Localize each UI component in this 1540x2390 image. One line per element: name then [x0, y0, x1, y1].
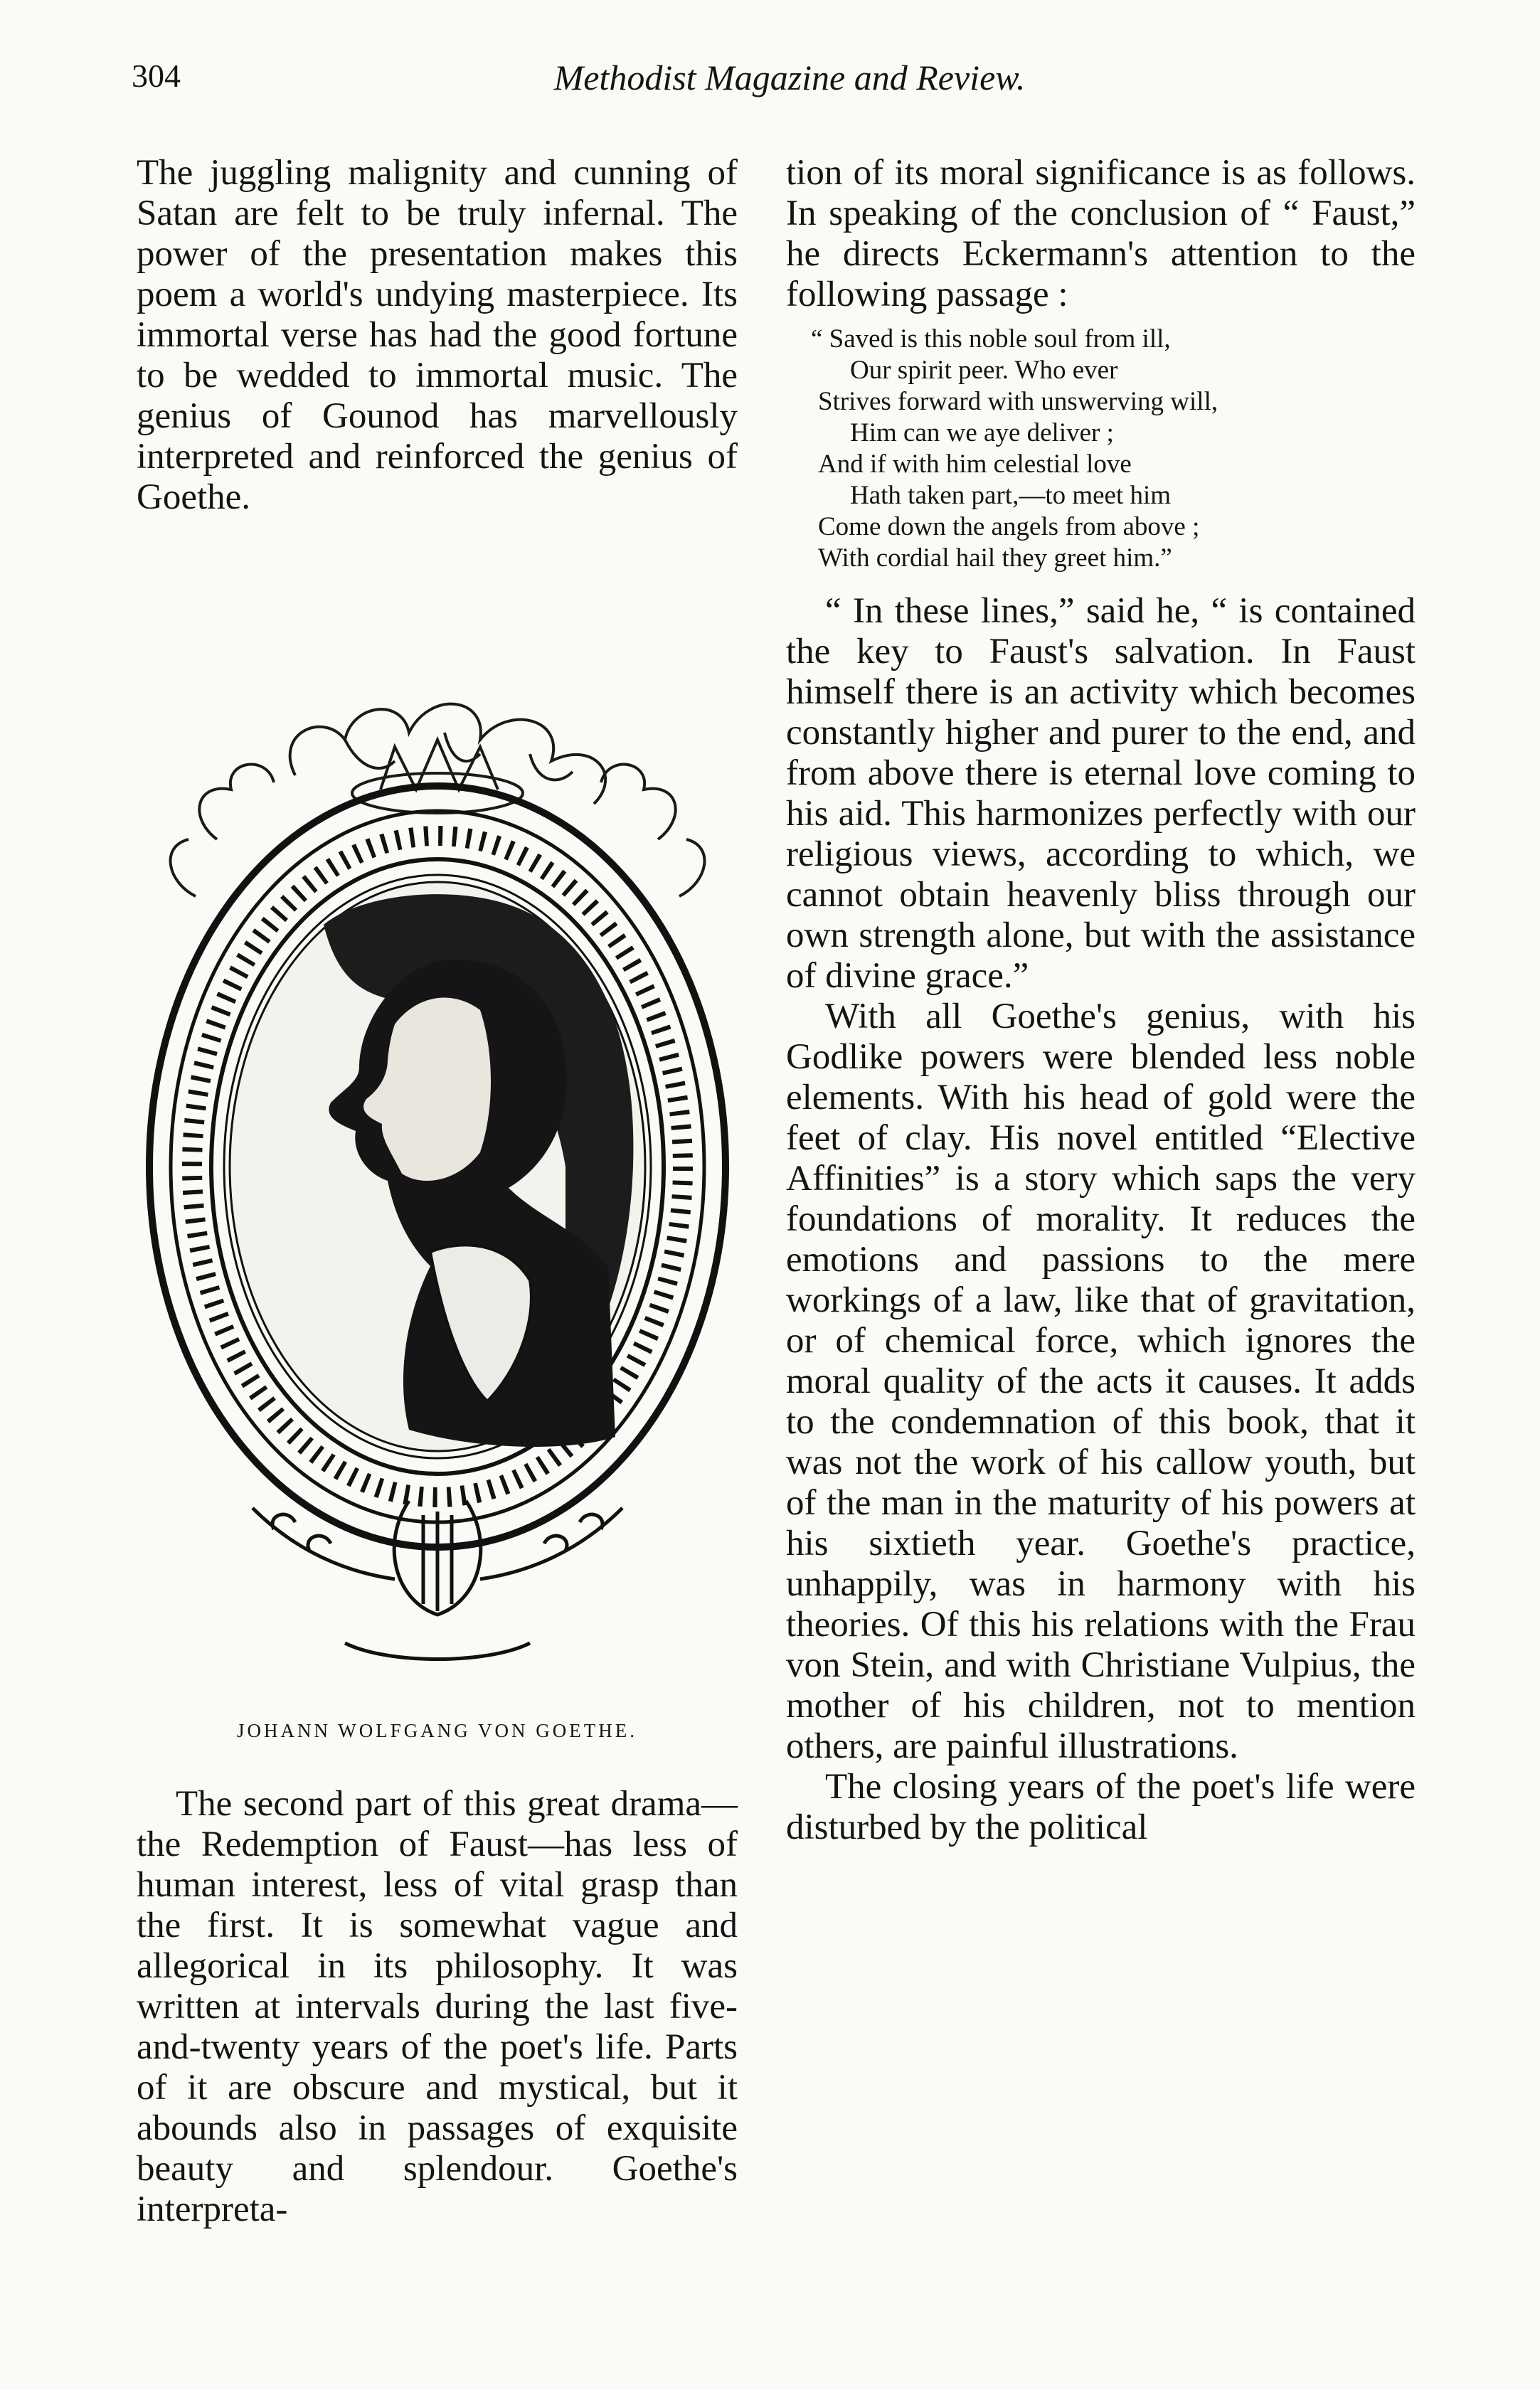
- lyre-ornament: [253, 1501, 622, 1659]
- page-header: [132, 57, 1448, 121]
- poem-line: And if with him celestial love: [818, 450, 1132, 479]
- running-title: Methodist Magazine and Review.: [553, 58, 1026, 97]
- second-part-paragraph: The second part of this great drama—the Redemption of Faust—has less of human interest, less of vital grasp than the first. It is somewhat vague and allegorical in its philosophy. It was written at intervals during the last five-and-twenty years of the poet's life. Parts of it are obscure and mystical, but it abounds also in passages of exquisite beauty and splendour. Goethe's interpreta-: [137, 1784, 738, 2229]
- portrait-illustration: [110, 626, 765, 1707]
- left-column-top: [137, 153, 738, 518]
- poem-line: Him can we aye deliver ;: [850, 418, 1114, 447]
- goethe-genius-paragraph: With all Goethe's genius, with his Godlike powers were blended less noble elements. With his head of gold were the feet of clay. His novel entitled “Elective Affinities” is a story which saps the very foundations of morality. It reduces the emotions and passions to the mere workings of a law, like that of gravitation, or of chemical force, which ignores the moral quality of the acts it causes. It adds to the condemnation of this book, that it was not the work of his callow youth, but of the man in the maturity of his powers at his sixtieth year. Goethe's practice, unhappily, was in harmony with his theories. Of this his relations with the Frau von Stein, and with Christiane Vulpius, the mother of his children, not to mention others, are painful illustrations.: [786, 997, 1416, 1766]
- portrait-caption: JOHANN WOLFGANG VON GOETHE.: [237, 1720, 637, 1741]
- page-number: 304: [132, 58, 181, 94]
- left-column-bottom: [137, 1784, 738, 2230]
- goethe-portrait-engraving: [110, 626, 765, 1707]
- poem-line: Strives forward with unswerving will,: [818, 387, 1218, 416]
- poem-line: Hath taken part,—to meet him: [850, 481, 1172, 510]
- poem-line: “ Saved is this noble soul from ill,: [811, 324, 1171, 354]
- poem-line: Come down the angels from above ;: [818, 512, 1200, 541]
- poem-line: With cordial hail they greet him.”: [818, 543, 1172, 573]
- moral-significance-paragraph: tion of its moral significance is as follows. In speaking of the conclusion of “ Faust,” he directs Eckermann's attention to the following passage :: [786, 153, 1416, 314]
- faust-verse: [811, 324, 1416, 574]
- poem-line: Our spirit peer. Who ever: [850, 356, 1118, 385]
- satan-paragraph: The juggling malignity and cunning of Satan are felt to be truly infernal. The power of the presentation makes this poem a world's undying masterpiece. Its immortal verse has had the good fortune to be wedded to immortal music. The genius of Gounod has marvellously interpreted and reinforced the genius of Goethe.: [137, 153, 738, 517]
- closing-years-paragraph: The closing years of the poet's life were disturbed by the political: [786, 1767, 1416, 1847]
- key-to-salvation-paragraph: “ In these lines,” said he, “ is contained the key to Faust's salvation. In Faust himself there is an activity which becomes constantly higher and purer to the end, and from above there is eternal love coming to his aid. This harmonizes perfectly with our religious views, according to which, we cannot obtain heavenly bliss through our own strength alone, but with the assistance of divine grace.”: [786, 591, 1416, 996]
- foliage-crest: [171, 704, 705, 896]
- right-column: [786, 153, 1416, 1848]
